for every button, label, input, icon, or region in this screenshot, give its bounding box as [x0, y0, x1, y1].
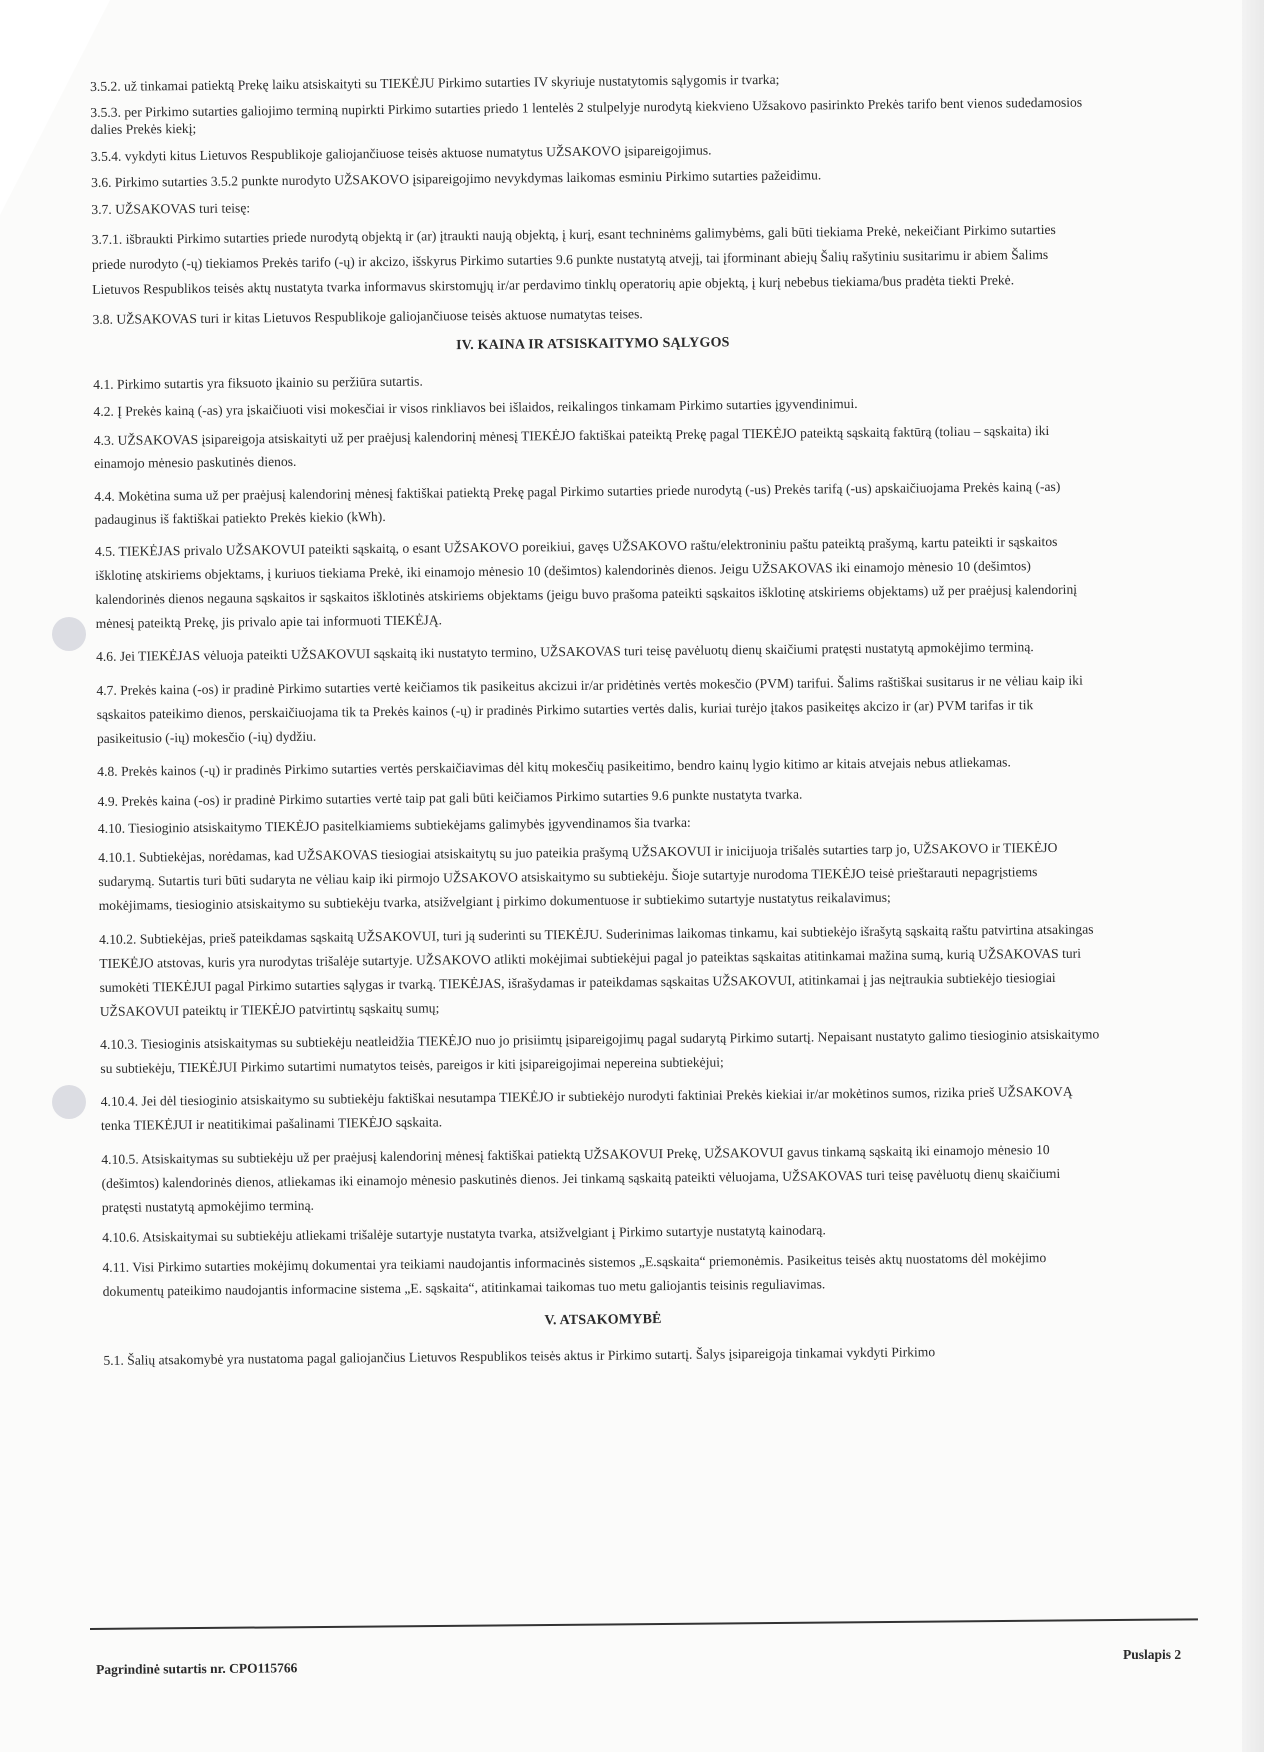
- paragraph-3-7: 3.7. UŽSAKOVAS turi teisę:: [91, 199, 251, 217]
- punch-hole: [52, 617, 86, 651]
- paragraph-4-4: 4.4. Mokėtina suma už per praėjusį kalendorinį mėnesį faktiškai patiektą Prekę pagal Pirkimo sutarties priede nurodytą (-us) Prekės tarifą (-us) apskaičiuojama Prekės kainą (-as) padauginus iš faktiškai patiekto Prekės kiekio (kWh).: [94, 478, 1061, 527]
- paragraph-4-10-6: 4.10.6. Atsiskaitymai su subtiekėju atliekami trišalėje sutartyje nustatyta tvarka, atsižvelgiant į Pirkimo sutartyje nustatytą kainodarą.: [102, 1222, 826, 1246]
- paragraph-4-11: 4.11. Visi Pirkimo sutarties mokėjimų dokumentai yra teikiami naudojantis informacinės sistemos „E.sąskaita“ priemonėmis. Pasikeitus teisės aktų nuostatoms dėl mokėjimo dokumentų pateikimo naudojantis informacine sistema „E. sąskaita“, atitinkamai taikomas tuo metu galiojantis teisinis reguliavimas.: [102, 1249, 1047, 1299]
- paragraph-4-3: 4.3. UŽSAKOVAS įsipareigoja atsiskaityti už per praėjusį kalendorinį mėnesį TIEKĖJO faktiškai pateiktą Prekę pagal TIEKĖJO pateiktą sąskaitą faktūrą (toliau – sąskaita) iki einamojo mėnesio paskutinės dienos.: [93, 423, 1050, 472]
- paragraph-3-5-4: 3.5.4. vykdyti kitus Lietuvos Respublikoje galiojančiuose teisės aktuose numatytus UŽSAKOVO įsipareigojimus.: [90, 142, 712, 164]
- paragraph-4-10-5: 4.10.5. Atsiskaitymas su subtiekėju už per praėjusį kalendorinį mėnesį faktiškai patiektą UŽSAKOVUI Prekę, UŽSAKOVUI gavus tinkamą sąskaitą iki einamojo mėnesio 10 (dešimtos) kalendorinės dienos, atliekamas iki einamojo mėnesio paskutinės dienos. Jei tinkamą sąskaitą pateikti vėluojama, UŽSAKOVAS turi teisę pavėluotų dienų skaičiumi pratęsti nustatytą apmokėjimo terminą.: [101, 1141, 1061, 1215]
- page-number: Puslapis 2: [1123, 1647, 1182, 1662]
- section-v-title: V. ATSAKOMYBĖ: [544, 1311, 662, 1328]
- paragraph-4-9: 4.9. Prekės kaina (-os) ir pradinė Pirkimo sutarties vertė taip pat gali būti keičiamos Pirkimo sutarties 9.6 punkte nustatyta tvarka.: [97, 787, 803, 810]
- paragraph-4-10-2: 4.10.2. Subtiekėjas, prieš pateikdamas sąskaitą UŽSAKOVUI, turi ją suderinti su TIEKĖJU. Suderinimas laikomas tinkamu, kai subtiekėjo išrašytą sąskaitą raštu patvirtina atsakingas TIEKĖJO atstovas, kuris yra nurodytas trišalėje sutartyje. UŽSAKOVO atlikti mokėjimai subtiekėjui pagal jo pateiktas sąskaitas atitinkamai mažina sumą, kurią UŽSAKOVAS turi sumokėti TIEKĖJUI pagal Pirkimo sutarties sąlygas ir tvarką. TIEKĖJAS, išrašydamas ir pateikdamas sąskaitas UŽSAKOVUI, atitinkamai į jas neįtraukia subtiekėjo tiesiogiai UŽSAKOVUI pateiktų ir TIEKĖJO patvirtintų sąskaitų sumų;: [98, 921, 1094, 1019]
- paragraph-4-2: 4.2. Į Prekės kainą (-as) yra įskaičiuoti visi mokesčiai ir visos rinkliavos bei išlaidos, reikalingos tinkamam Pirkimo sutarties įgyvendinimui.: [93, 395, 858, 419]
- paragraph-5-1: 5.1. Šalių atsakomybė yra nustatoma pagal galiojančius Lietuvos Respublikos teisės aktus ir Pirkimo sutartį. Šalys įsipareigoja tinkamai vykdyti Pirkimo: [103, 1343, 936, 1368]
- paragraph-4-10: 4.10. Tiesioginio atsiskaitymo TIEKĖJO pasitelkiamiems subtiekėjams galimybės įgyvendinamos šia tvarka:: [97, 814, 691, 836]
- paragraph-3-5-3: 3.5.3. per Pirkimo sutarties galiojimo terminą nupirkti Pirkimo sutarties priedo 1 lentelės 2 stulpelyje nurodytą kiekvieno Užsakovo pasirinkto Prekės tarifo bent vienos sudedamosios dalies Prekės kiekį;: [90, 95, 1083, 138]
- paragraph-4-10-4: 4.10.4. Jei dėl tiesioginio atsiskaitymo su subtiekėju faktiškai nesutampa TIEKĖJO ir subtiekėjo nurodyti faktiniai Prekės kiekiai ir/ar mokėtinos sumos, rizika prieš UŽSAKOVĄ tenka TIEKĖJUI ir neatitikimai pašalinami TIEKĖJO sąskaita.: [100, 1084, 1073, 1134]
- paragraph-4-1: 4.1. Pirkimo sutartis yra fiksuoto įkainio su peržiūra sutartis.: [93, 373, 423, 393]
- paragraph-4-10-1: 4.10.1. Subtiekėjas, norėdamas, kad UŽSAKOVAS tiesiogiai atsiskaitytų su juo pateikia prašymą UŽSAKOVUI ir inicijuoja trišalės sutarties tarp jo, UŽSAKOVO ir TIEKĖJO sudarymą. Sutartis turi būti sudaryta ne vėliau kaip iki pirmojo UŽSAKOVO atsiskaitymo su subtiekėju. Šioje sutartyje nurodoma TIEKĖJO teisė prieštarauti nepagrįstiems mokėjimams, tiesioginio atsiskaitymo su subtiekėju tvarka, atsižvelgiant į pirkimo dokumentuose ir subtiekimo sutartyje nustatytus reikalavimus;: [98, 840, 1058, 914]
- section-iv-title: IV. KAINA IR ATSISKAITYMO SĄLYGOS: [455, 335, 730, 354]
- paragraph-4-5: 4.5. TIEKĖJAS privalo UŽSAKOVUI pateikti sąskaitą, o esant UŽSAKOVO poreikiui, gavęs UŽSAKOVO raštu/elektroniniu paštu pateiktą prašymą, kartu pateikti ir sąskaitos išklotinę atskiriems objektams, į kuriuos tiekiama Prekė, iki einamojo mėnesio 10 (dešimtos) kalendorinės dienos. Jeigu UŽSAKOVAS iki einamojo mėnesio 10 (dešimtos) kalendorinės dienos negauna sąskaitos ir sąskaitos išklotinės atskiriems objektams (jeigu buvo prašoma pateikti sąskaitos išklotinę atskiriems objektams) už per praėjusį kalendorinį mėnesį pateiktą Prekę, jis privalo apie tai informuoti TIEKĖJĄ.: [94, 533, 1078, 631]
- paragraph-4-6: 4.6. Jei TIEKĖJAS vėluoja pateikti UŽSAKOVUI sąskaitą iki nustatyto termino, UŽSAKOVAS turi teisę pavėluotų dienų skaičiumi pratęsti nustatytą apmokėjimo terminą.: [95, 639, 1034, 665]
- paragraph-4-10-3: 4.10.3. Tiesioginis atsiskaitymas su subtiekėju neatleidžia TIEKĖJO nuo jo prisiimtų įsipareigojimų pagal sudarytą Pirkimo sutartį. Nepaisant nustatyto galimo tiesioginio atsiskaitymo su subtiekėju, TIEKĖJUI Pirkimo sutartimi numatytos teisės, pareigos ir kiti įsipareigojimai nepereina subtiekėjui;: [100, 1026, 1100, 1076]
- paragraph-4-8: 4.8. Prekės kainos (-ų) ir pradinės Pirkimo sutarties vertės perskaičiavimas dėl kitų mokesčių pasikeitimo, bendro kainų lygio kitimo ar kitais atvejais nebus atliekamas.: [97, 754, 1011, 780]
- footer-divider: [90, 1618, 1198, 1630]
- paragraph-4-7: 4.7. Prekės kaina (-os) ir pradinė Pirkimo sutarties vertė keičiamos tik pasikeitus akcizui ir/ar pridėtinės vertės mokesčio (PVM) tarifui. Šalims raštiškai susitarus ir ne vėliau kaip iki sąskaitos pateikimo dienos, perskaičiuojama tik ta Prekės kainos (-ų) ir pradinės Pirkimo sutarties vertės dalis, kuriai turėjo įtakos pasikeitęs akcizo ir (ar) PVM tarifas ir tik pasikeitusio (-ių) mokesčio (-ių) dydžiu.: [96, 672, 1083, 746]
- contract-number: Pagrindinė sutartis nr. CPO115766: [96, 1660, 298, 1677]
- paragraph-3-5-2: 3.5.2. už tinkamai patiektą Prekę laiku atsiskaityti su TIEKĖJU Pirkimo sutarties IV skyriuje nustatytomis sąlygomis ir tvarka;: [90, 71, 780, 94]
- paragraph-3-8: 3.8. UŽSAKOVAS turi ir kitas Lietuvos Respublikoje galiojančiuose teisės aktuose numatytas teises.: [92, 306, 643, 328]
- document-body: [90, 68, 1104, 1378]
- scan-edge: [1242, 0, 1264, 1752]
- paragraph-3-6: 3.6. Pirkimo sutarties 3.5.2 punkte nurodyto UŽSAKOVO įsipareigojimo nevykdymas laikomas esminiu Pirkimo sutarties pažeidimu.: [91, 167, 822, 191]
- punch-hole: [52, 1085, 86, 1119]
- paragraph-3-7-1: 3.7.1. išbraukti Pirkimo sutarties priede nurodytą objektą ir (ar) įtraukti naują objektą, į kurį, esant techninėms galimybėms, gali būti tiekiama Prekė, nekeičiant Pirkimo sutarties priede nurodyto (-ų) tiekiamos Prekės tarifo (-ų) ir akcizo, išskyrus Pirkimo sutarties 9.6 punkte nustatytą atvejį, tai įforminant abiejų Šalių rašytiniu susitarimu ir abiem Šalims Lietuvos Respublikos teisės aktų nustatyta tvarka informavus skirstomųjų ir/ar perdavimo tinklų operatorių apie objektą, į kurį nebebus tiekiama/bus pradėta tiekti Prekė.: [91, 221, 1056, 297]
